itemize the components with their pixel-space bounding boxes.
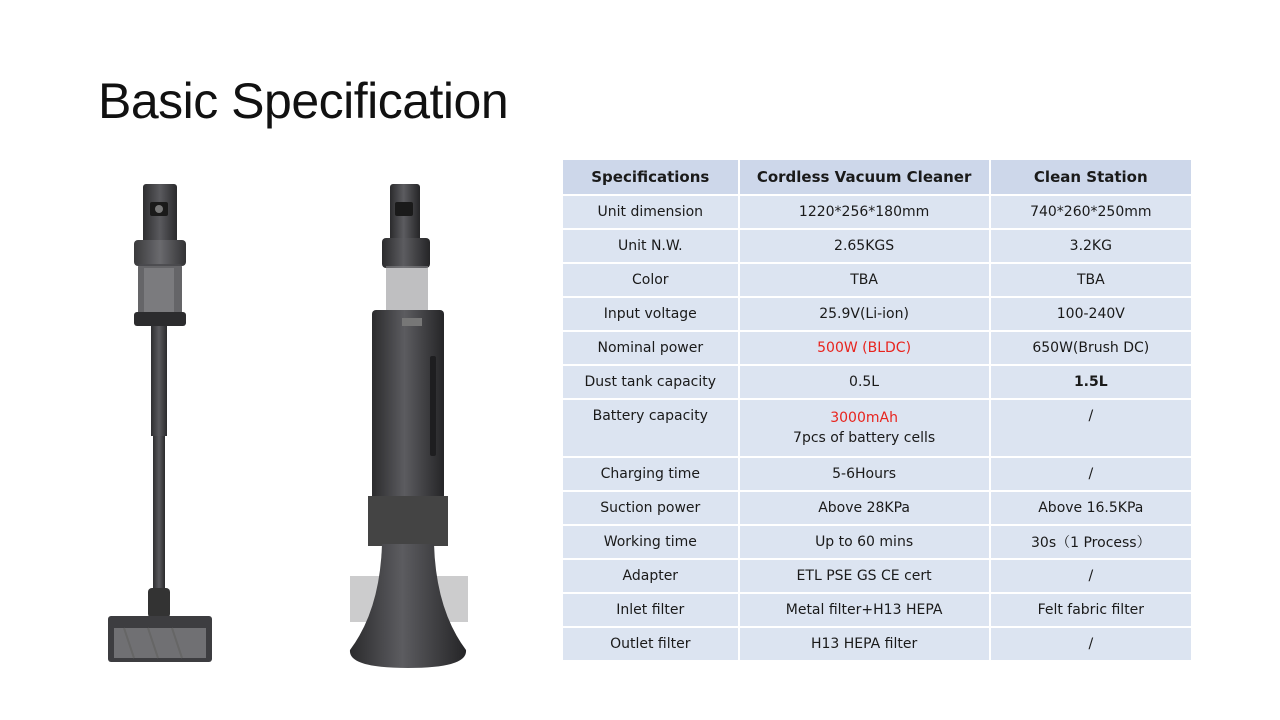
table-row	[562, 525, 1192, 559]
station-value: 30s（1 Process）	[990, 525, 1192, 559]
table-header-row	[562, 159, 1192, 195]
header-cordless-vacuum: Cordless Vacuum Cleaner	[739, 159, 990, 195]
vacuum-value-multiline	[739, 399, 990, 457]
vacuum-value: ETL PSE GS CE cert	[739, 559, 990, 593]
spec-label: Nominal power	[562, 331, 739, 365]
table-row	[562, 627, 1192, 661]
table-row	[562, 331, 1192, 365]
clean-station-image	[338, 180, 478, 672]
table-row	[562, 365, 1192, 399]
cordless-vacuum-image	[100, 180, 220, 665]
table-row	[562, 457, 1192, 491]
vacuum-value: 25.9V(Li-ion)	[739, 297, 990, 331]
station-value: 1.5L	[990, 365, 1192, 399]
table-row	[562, 195, 1192, 229]
station-value: /	[990, 399, 1192, 457]
station-value: TBA	[990, 263, 1192, 297]
station-value: Felt fabric filter	[990, 593, 1192, 627]
table-row	[562, 229, 1192, 263]
spec-label: Charging time	[562, 457, 739, 491]
vacuum-value-highlight: 500W (BLDC)	[739, 331, 990, 365]
vacuum-value: Metal filter+H13 HEPA	[739, 593, 990, 627]
station-value: 650W(Brush DC)	[990, 331, 1192, 365]
table-row	[562, 263, 1192, 297]
station-value: 740*260*250mm	[990, 195, 1192, 229]
spec-label: Suction power	[562, 491, 739, 525]
vacuum-value: H13 HEPA filter	[739, 627, 990, 661]
station-value: /	[990, 457, 1192, 491]
vacuum-value: 0.5L	[739, 365, 990, 399]
table-row	[562, 593, 1192, 627]
header-clean-station: Clean Station	[990, 159, 1192, 195]
station-value: /	[990, 627, 1192, 661]
vacuum-value: Above 28KPa	[739, 491, 990, 525]
vacuum-value: 5-6Hours	[739, 457, 990, 491]
slide-title: Basic Specification	[98, 73, 509, 129]
station-value: Above 16.5KPa	[990, 491, 1192, 525]
table-row	[562, 297, 1192, 331]
spec-label: Battery capacity	[562, 399, 739, 457]
station-value: 100-240V	[990, 297, 1192, 331]
spec-label: Dust tank capacity	[562, 365, 739, 399]
table-row	[562, 399, 1192, 457]
spec-label: Unit N.W.	[562, 229, 739, 263]
specification-table	[561, 158, 1193, 662]
vacuum-value-note: 7pcs of battery cells	[793, 430, 936, 446]
vacuum-value-highlight: 3000mAh	[830, 410, 898, 426]
vacuum-value: 2.65KGS	[739, 229, 990, 263]
station-value: /	[990, 559, 1192, 593]
spec-label: Color	[562, 263, 739, 297]
spec-label: Inlet filter	[562, 593, 739, 627]
spec-label: Adapter	[562, 559, 739, 593]
station-value: 3.2KG	[990, 229, 1192, 263]
spec-label: Unit dimension	[562, 195, 739, 229]
spec-label: Input voltage	[562, 297, 739, 331]
vacuum-value: 1220*256*180mm	[739, 195, 990, 229]
vacuum-value: Up to 60 mins	[739, 525, 990, 559]
table-row	[562, 559, 1192, 593]
spec-label: Working time	[562, 525, 739, 559]
table-row	[562, 491, 1192, 525]
spec-label: Outlet filter	[562, 627, 739, 661]
header-specifications: Specifications	[562, 159, 739, 195]
vacuum-value: TBA	[739, 263, 990, 297]
